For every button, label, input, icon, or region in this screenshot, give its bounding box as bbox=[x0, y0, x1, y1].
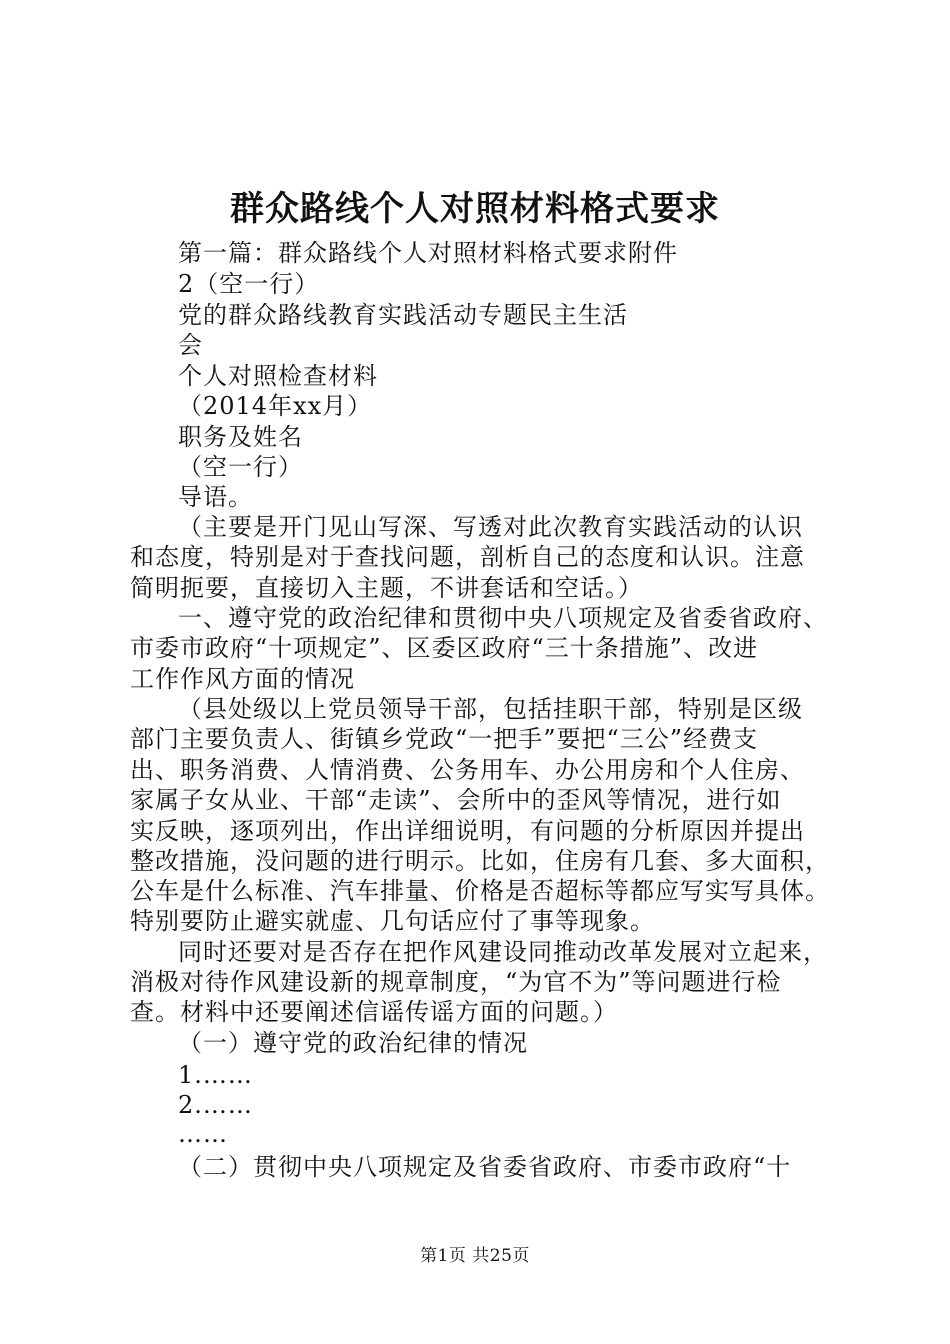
document-title: 群众路线个人对照材料格式要求 bbox=[230, 189, 720, 229]
text-line: （2014年xx月） bbox=[178, 392, 373, 420]
text-line: …… bbox=[178, 1120, 228, 1148]
text-line: （主要是开门见山写深、写透对此次教育实践活动的认识 bbox=[178, 513, 803, 541]
text-line: 公车是什么标准、汽车排量、价格是否超标等都应写实写具体。 bbox=[130, 877, 830, 905]
text-line: 查。材料中还要阐述信谣传谣方面的问题。） bbox=[130, 998, 618, 1026]
text-line: 2.…… bbox=[178, 1091, 253, 1119]
text-line: （二）贯彻中央八项规定及省委省政府、市委市政府“十 bbox=[178, 1153, 792, 1181]
text-line: 会 bbox=[178, 331, 203, 359]
text-line: 出、职务消费、人情消费、公务用车、办公用房和个人住房、 bbox=[130, 756, 805, 784]
text-line: 同时还要对是否存在把作风建设同推动改革发展对立起来， bbox=[178, 938, 828, 966]
text-line: 导语。 bbox=[178, 483, 253, 511]
text-line: 家属子女从业、干部“走读”、会所中的歪风等情况，进行如 bbox=[130, 786, 782, 814]
text-line: 1.…… bbox=[178, 1061, 253, 1089]
text-line: 实反映，逐项列出，作出详细说明，有问题的分析原因并提出 bbox=[130, 817, 805, 845]
text-line: 简明扼要，直接切入主题，不讲套话和空话。） bbox=[130, 574, 643, 602]
text-line: 整改措施，没问题的进行明示。比如，住房有几套、多大面积， bbox=[130, 847, 830, 875]
text-line: 个人对照检查材料 bbox=[178, 362, 378, 390]
text-line: 市委市政府“十项规定”、区委区政府“三十条措施”、改进 bbox=[130, 634, 759, 662]
text-line: 工作作风方面的情况 bbox=[130, 665, 355, 693]
text-line: 特别要防止避实就虚、几句话应付了事等现象。 bbox=[130, 907, 655, 935]
text-line: 部门主要负责人、街镇乡党政“一把手”要把“三公”经费支 bbox=[130, 725, 759, 753]
text-line: 一、遵守党的政治纪律和贯彻中央八项规定及省委省政府、 bbox=[178, 604, 828, 632]
text-line: 党的群众路线教育实践活动专题民主生活 bbox=[178, 301, 628, 329]
page-number-footer: 第1页 共25页 bbox=[420, 1246, 530, 1266]
text-line: 和态度，特别是对于查找问题，剖析自己的态度和认识。注意 bbox=[130, 543, 805, 571]
text-line: （县处级以上党员领导干部，包括挂职干部，特别是区级 bbox=[178, 695, 803, 723]
text-line: 2（空一行） bbox=[178, 270, 320, 298]
text-line: 第一篇：群众路线个人对照材料格式要求附件 bbox=[178, 239, 678, 267]
text-line: 消极对待作风建设新的规章制度，“为官不为”等问题进行检 bbox=[130, 968, 782, 996]
text-line: （一）遵守党的政治纪律的情况 bbox=[178, 1029, 528, 1057]
text-line: （空一行） bbox=[178, 453, 303, 481]
text-line: 职务及姓名 bbox=[178, 423, 303, 451]
